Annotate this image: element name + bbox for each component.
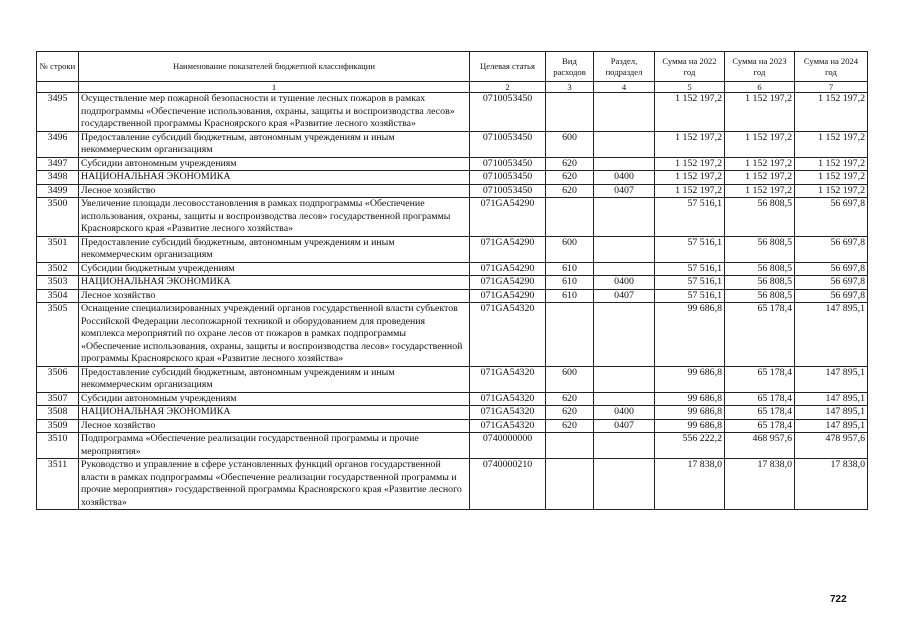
indicator-name-cell: Осуществление мер пожарной безопасности и тушение лесных пожаров в рамках подпрограммы «Обеспечение использования, охраны, защиты и воспроизводства лесов» государственной программы Красноярского края «Развитие лесного хозяйства» <box>79 93 470 132</box>
row-number-cell: 3506 <box>37 366 79 392</box>
sum-2022-cell: 57 516,1 <box>655 198 725 237</box>
sum-2023-cell: 56 808,5 <box>725 276 795 290</box>
sum-2022-cell: 99 686,8 <box>655 406 725 420</box>
expense-type-cell <box>546 433 594 459</box>
table-row <box>37 433 868 459</box>
sum-2024-cell: 1 152 197,2 <box>795 184 868 198</box>
indicator-name-cell: НАЦИОНАЛЬНАЯ ЭКОНОМИКА <box>79 406 470 420</box>
column-number <box>37 82 79 93</box>
budget-table <box>36 51 868 510</box>
sum-2022-cell: 17 838,0 <box>655 459 725 510</box>
indicator-name-cell: Лесное хозяйство <box>79 419 470 433</box>
target-article-cell: 0740000000 <box>470 433 546 459</box>
sum-2023-cell: 65 178,4 <box>725 419 795 433</box>
indicator-name-cell: Субсидии бюджетным учреждениям <box>79 262 470 276</box>
column-number: 3 <box>546 82 594 93</box>
column-number: 4 <box>594 82 655 93</box>
sum-2022-cell: 99 686,8 <box>655 366 725 392</box>
row-number-cell: 3502 <box>37 262 79 276</box>
row-number-cell: 3496 <box>37 131 79 157</box>
expense-type-cell: 600 <box>546 131 594 157</box>
target-article-cell: 071GA54320 <box>470 406 546 420</box>
target-article-cell: 0710053450 <box>470 93 546 132</box>
target-article-cell: 071GA54290 <box>470 276 546 290</box>
indicator-name-cell: Предоставление субсидий бюджетным, автономным учреждениям и иным некоммерческим организациям <box>79 236 470 262</box>
section-cell <box>594 262 655 276</box>
target-article-cell: 071GA54290 <box>470 236 546 262</box>
sum-2023-cell: 56 808,5 <box>725 198 795 237</box>
sum-2022-cell: 57 516,1 <box>655 262 725 276</box>
header-sum-2023: Сумма на 2023 год <box>725 52 795 82</box>
header-target-article: Целевая статья <box>470 52 546 82</box>
indicator-name-cell: НАЦИОНАЛЬНАЯ ЭКОНОМИКА <box>79 276 470 290</box>
sum-2023-cell: 1 152 197,2 <box>725 131 795 157</box>
row-number-cell: 3507 <box>37 392 79 406</box>
sum-2024-cell: 147 895,1 <box>795 303 868 367</box>
target-article-cell: 071GA54320 <box>470 366 546 392</box>
row-number-cell: 3509 <box>37 419 79 433</box>
column-number: 6 <box>725 82 795 93</box>
sum-2022-cell: 1 152 197,2 <box>655 93 725 132</box>
sum-2022-cell: 57 516,1 <box>655 289 725 303</box>
sum-2022-cell: 556 222,2 <box>655 433 725 459</box>
expense-type-cell <box>546 93 594 132</box>
sum-2024-cell: 56 697,8 <box>795 236 868 262</box>
indicator-name-cell: Субсидии автономным учреждениям <box>79 157 470 171</box>
target-article-cell: 071GA54320 <box>470 419 546 433</box>
header-indicator-name: Наименование показателей бюджетной классификации <box>79 52 470 82</box>
indicator-name-cell: Субсидии автономным учреждениям <box>79 392 470 406</box>
target-article-cell: 071GA54320 <box>470 303 546 367</box>
sum-2024-cell: 1 152 197,2 <box>795 131 868 157</box>
page-number: 722 <box>830 594 847 605</box>
target-article-cell: 071GA54290 <box>470 289 546 303</box>
row-number-cell: 3511 <box>37 459 79 510</box>
header-row-number: № строки <box>37 52 79 82</box>
row-number-cell: 3499 <box>37 184 79 198</box>
section-cell: 0407 <box>594 419 655 433</box>
section-cell: 0407 <box>594 184 655 198</box>
sum-2023-cell: 17 838,0 <box>725 459 795 510</box>
table-row <box>37 459 868 510</box>
indicator-name-cell: Предоставление субсидий бюджетным, автономным учреждениям и иным некоммерческим организациям <box>79 366 470 392</box>
target-article-cell: 071GA54320 <box>470 392 546 406</box>
table-row <box>37 198 868 237</box>
expense-type-cell: 610 <box>546 276 594 290</box>
indicator-name-cell: Лесное хозяйство <box>79 289 470 303</box>
sum-2023-cell: 56 808,5 <box>725 236 795 262</box>
sum-2024-cell: 1 152 197,2 <box>795 93 868 132</box>
column-number: 7 <box>795 82 868 93</box>
section-cell: 0400 <box>594 406 655 420</box>
indicator-name-cell: Руководство и управление в сфере установленных функций органов государственной власти в рамках подпрограммы «Обеспечение реализации государственной программы и прочие мероприятия» государственной программы Красноярского края «Развитие лесного хозяйства» <box>79 459 470 510</box>
sum-2024-cell: 147 895,1 <box>795 406 868 420</box>
sum-2024-cell: 56 697,8 <box>795 262 868 276</box>
row-number-cell: 3495 <box>37 93 79 132</box>
row-number-cell: 3504 <box>37 289 79 303</box>
target-article-cell: 0710053450 <box>470 184 546 198</box>
sum-2024-cell: 1 152 197,2 <box>795 157 868 171</box>
table-row <box>37 366 868 392</box>
sum-2023-cell: 1 152 197,2 <box>725 171 795 185</box>
indicator-name-cell: Оснащение специализированных учреждений органов государственной власти субъектов Российской Федерации лесопожарной техникой и оборудованием для проведения комплекса мероприятий по охране лесов от пожаров в рамках подпрограммы «Обеспечение использования, охраны, защиты и воспроизводства лесов» государственной программы Красноярского края «Развитие лесного хозяйства» <box>79 303 470 367</box>
target-article-cell: 0740000210 <box>470 459 546 510</box>
sum-2022-cell: 57 516,1 <box>655 236 725 262</box>
sum-2023-cell: 1 152 197,2 <box>725 157 795 171</box>
expense-type-cell <box>546 459 594 510</box>
indicator-name-cell: Предоставление субсидий бюджетным, автономным учреждениям и иным некоммерческим организациям <box>79 131 470 157</box>
row-number-cell: 3505 <box>37 303 79 367</box>
table-row <box>37 131 868 157</box>
target-article-cell: 0710053450 <box>470 157 546 171</box>
sum-2023-cell: 65 178,4 <box>725 366 795 392</box>
indicator-name-cell: Лесное хозяйство <box>79 184 470 198</box>
expense-type-cell: 620 <box>546 157 594 171</box>
table-row <box>37 276 868 290</box>
table-row <box>37 157 868 171</box>
indicator-name-cell: НАЦИОНАЛЬНАЯ ЭКОНОМИКА <box>79 171 470 185</box>
indicator-name-cell: Подпрограмма «Обеспечение реализации государственной программы и прочие мероприятия» <box>79 433 470 459</box>
target-article-cell: 071GA54290 <box>470 262 546 276</box>
sum-2022-cell: 1 152 197,2 <box>655 157 725 171</box>
sum-2024-cell: 1 152 197,2 <box>795 171 868 185</box>
table-row <box>37 419 868 433</box>
section-cell <box>594 198 655 237</box>
sum-2022-cell: 1 152 197,2 <box>655 171 725 185</box>
expense-type-cell: 610 <box>546 289 594 303</box>
section-cell <box>594 366 655 392</box>
table-row <box>37 289 868 303</box>
expense-type-cell: 620 <box>546 171 594 185</box>
table-body <box>37 93 868 510</box>
sum-2024-cell: 147 895,1 <box>795 419 868 433</box>
sum-2024-cell: 147 895,1 <box>795 366 868 392</box>
row-number-cell: 3500 <box>37 198 79 237</box>
header-sum-2024: Сумма на 2024 год <box>795 52 868 82</box>
sum-2023-cell: 65 178,4 <box>725 392 795 406</box>
section-cell <box>594 93 655 132</box>
row-number-cell: 3510 <box>37 433 79 459</box>
row-number-cell: 3497 <box>37 157 79 171</box>
table-row <box>37 236 868 262</box>
sum-2022-cell: 99 686,8 <box>655 392 725 406</box>
table-row <box>37 406 868 420</box>
table-row <box>37 262 868 276</box>
sum-2024-cell: 56 697,8 <box>795 276 868 290</box>
sum-2023-cell: 56 808,5 <box>725 289 795 303</box>
section-cell: 0400 <box>594 276 655 290</box>
sum-2024-cell: 147 895,1 <box>795 392 868 406</box>
header-expense-type: Вид расходов <box>546 52 594 82</box>
sum-2022-cell: 57 516,1 <box>655 276 725 290</box>
expense-type-cell: 600 <box>546 366 594 392</box>
table-row <box>37 303 868 367</box>
sum-2023-cell: 56 808,5 <box>725 262 795 276</box>
sum-2023-cell: 468 957,6 <box>725 433 795 459</box>
section-cell <box>594 392 655 406</box>
sum-2022-cell: 99 686,8 <box>655 303 725 367</box>
expense-type-cell: 620 <box>546 184 594 198</box>
sum-2024-cell: 56 697,8 <box>795 289 868 303</box>
expense-type-cell: 600 <box>546 236 594 262</box>
column-number: 1 <box>79 82 470 93</box>
table-header <box>37 52 868 93</box>
sum-2023-cell: 1 152 197,2 <box>725 93 795 132</box>
row-number-cell: 3508 <box>37 406 79 420</box>
column-number: 5 <box>655 82 725 93</box>
expense-type-cell: 610 <box>546 262 594 276</box>
table-row <box>37 93 868 132</box>
table-row <box>37 171 868 185</box>
table-row <box>37 392 868 406</box>
expense-type-cell: 620 <box>546 419 594 433</box>
table-row <box>37 184 868 198</box>
header-section: Раздел, подраздел <box>594 52 655 82</box>
sum-2022-cell: 1 152 197,2 <box>655 184 725 198</box>
target-article-cell: 071GA54290 <box>470 198 546 237</box>
row-number-cell: 3503 <box>37 276 79 290</box>
sum-2024-cell: 478 957,6 <box>795 433 868 459</box>
section-cell: 0407 <box>594 289 655 303</box>
sum-2022-cell: 1 152 197,2 <box>655 131 725 157</box>
expense-type-cell <box>546 303 594 367</box>
sum-2024-cell: 17 838,0 <box>795 459 868 510</box>
row-number-cell: 3498 <box>37 171 79 185</box>
section-cell <box>594 131 655 157</box>
section-cell <box>594 459 655 510</box>
indicator-name-cell: Увеличение площади лесовосстановления в рамках подпрограммы «Обеспечение использования, охраны, защиты и воспроизводства лесов» государственной программы Красноярского края «Развитие лесного хозяйства» <box>79 198 470 237</box>
sum-2023-cell: 65 178,4 <box>725 303 795 367</box>
expense-type-cell <box>546 198 594 237</box>
sum-2023-cell: 1 152 197,2 <box>725 184 795 198</box>
section-cell <box>594 303 655 367</box>
section-cell <box>594 433 655 459</box>
section-cell <box>594 157 655 171</box>
expense-type-cell: 620 <box>546 406 594 420</box>
sum-2024-cell: 56 697,8 <box>795 198 868 237</box>
sum-2023-cell: 65 178,4 <box>725 406 795 420</box>
column-number: 2 <box>470 82 546 93</box>
sum-2022-cell: 99 686,8 <box>655 419 725 433</box>
expense-type-cell: 620 <box>546 392 594 406</box>
section-cell: 0400 <box>594 171 655 185</box>
target-article-cell: 0710053450 <box>470 131 546 157</box>
header-sum-2022: Сумма на 2022 год <box>655 52 725 82</box>
section-cell <box>594 236 655 262</box>
target-article-cell: 0710053450 <box>470 171 546 185</box>
row-number-cell: 3501 <box>37 236 79 262</box>
